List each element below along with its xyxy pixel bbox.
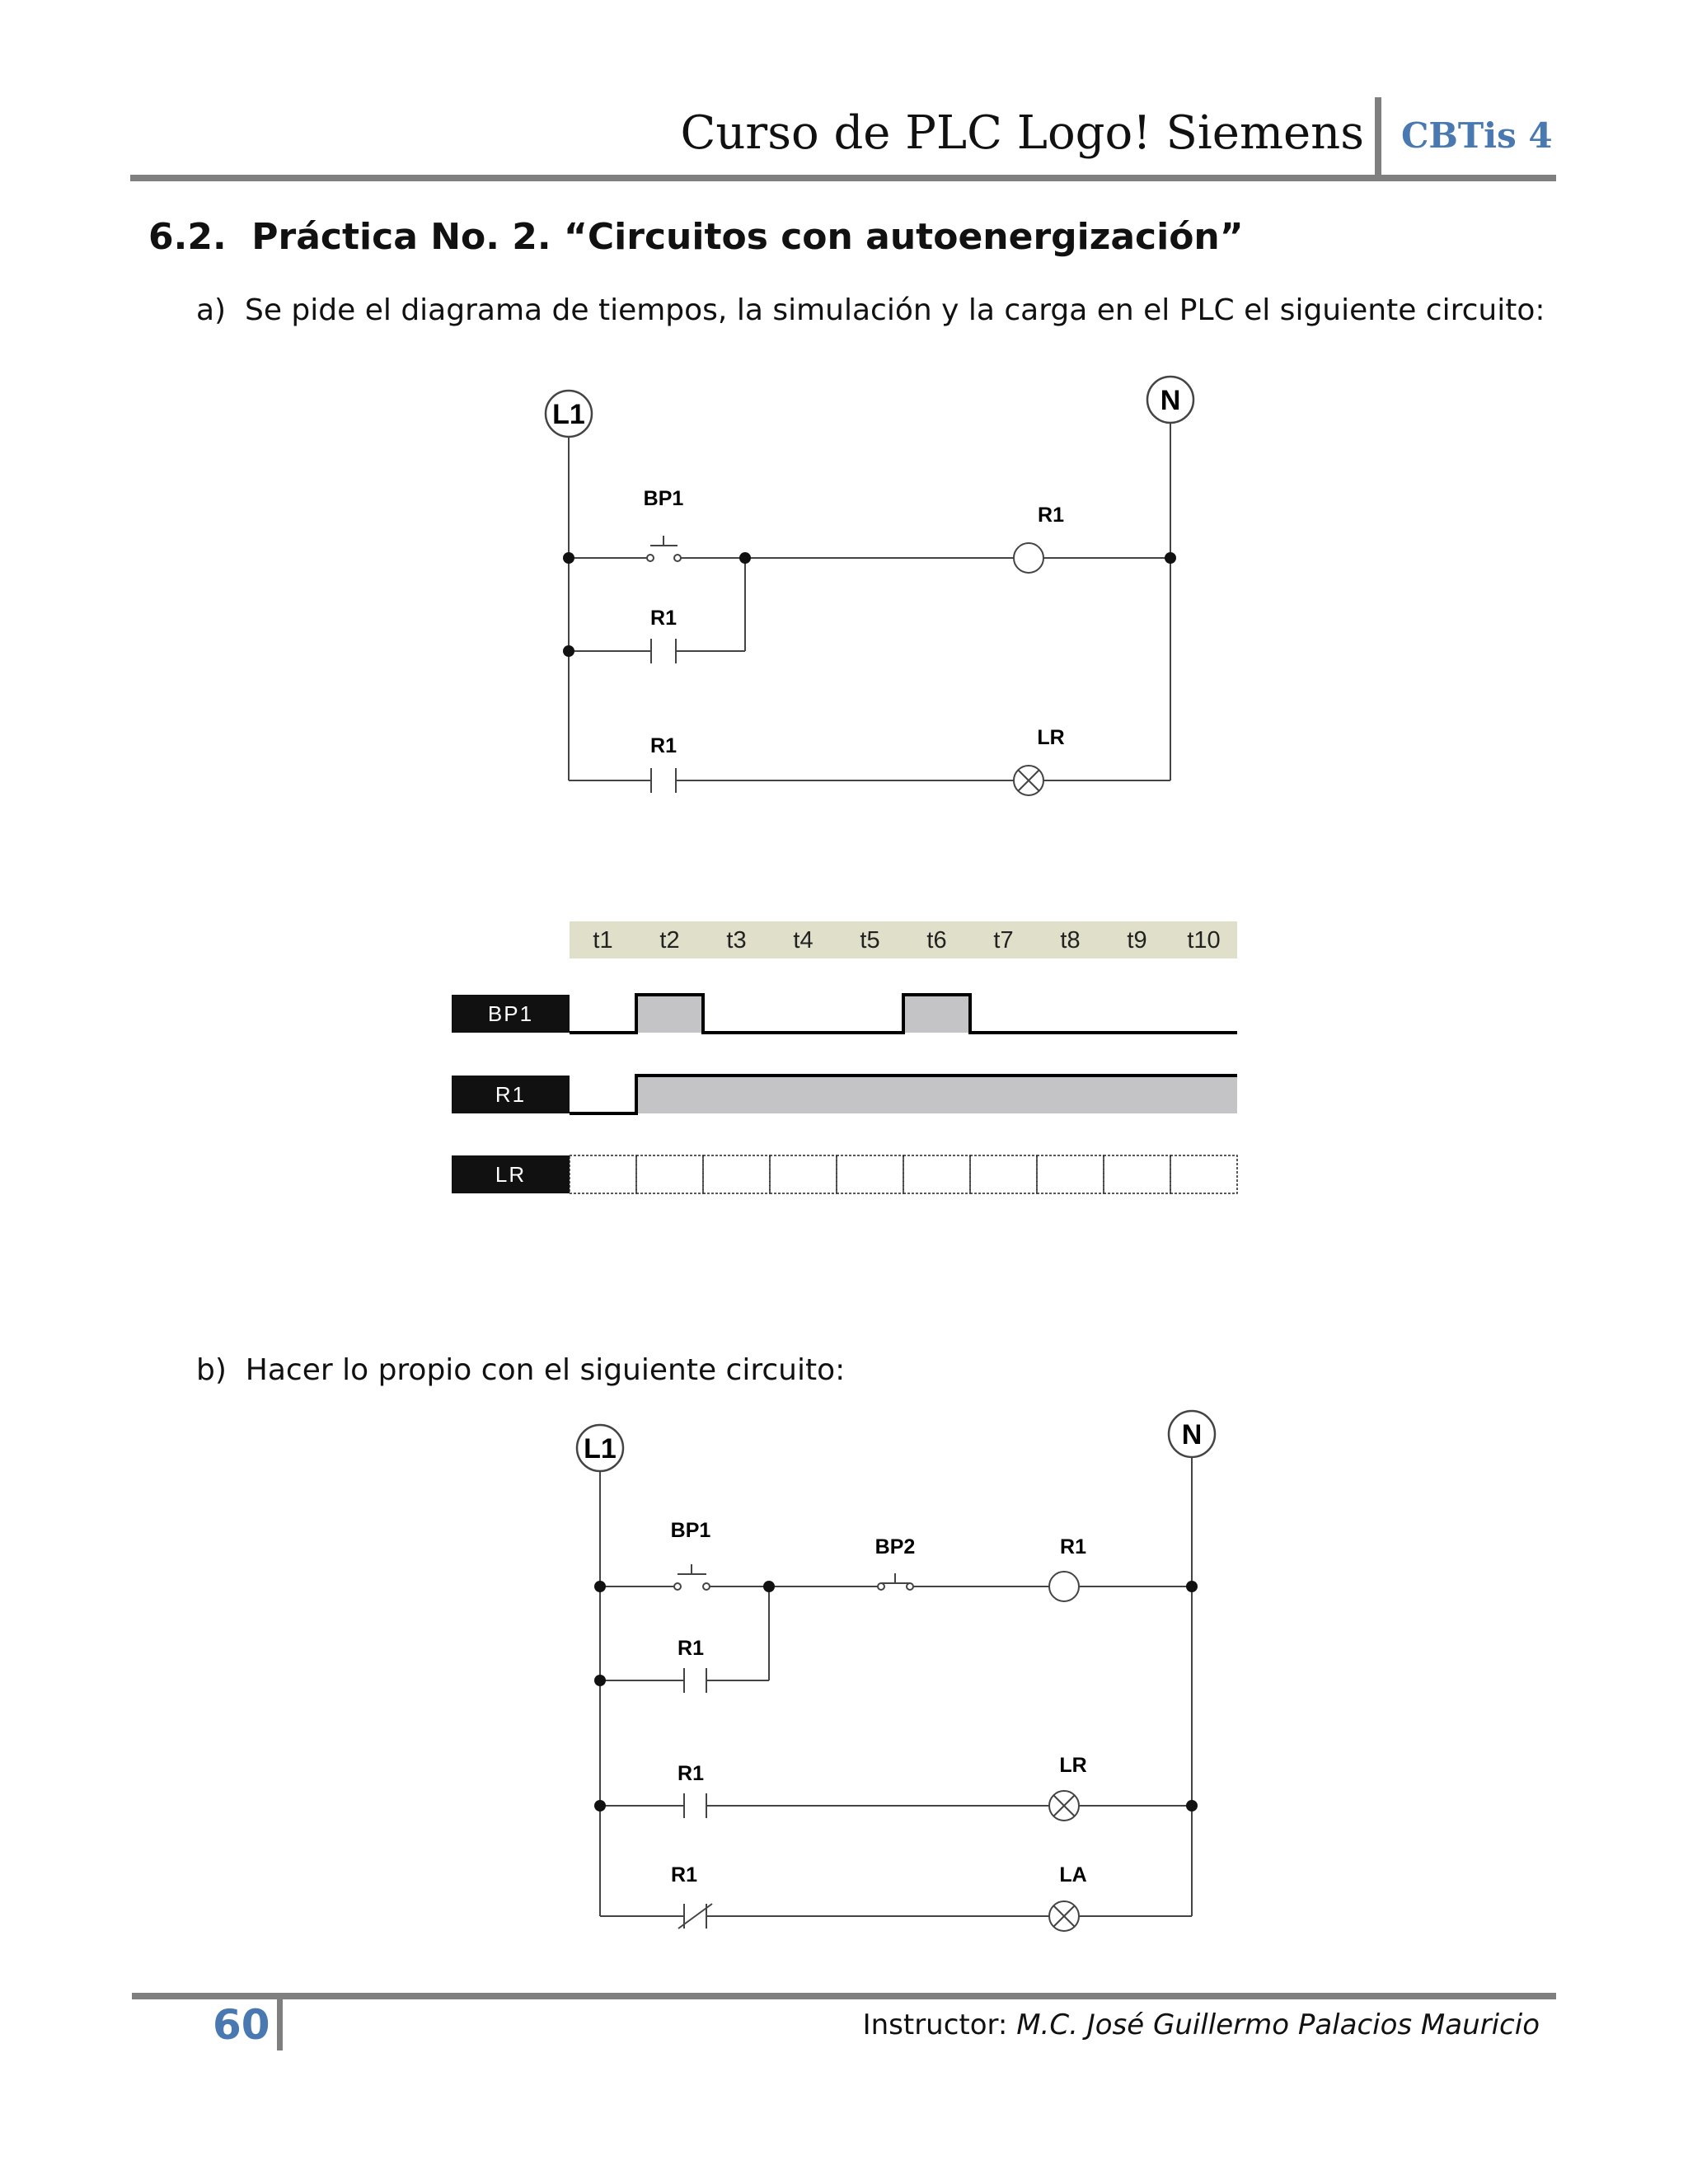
bp2-label: BP2 [874, 1535, 916, 1558]
line-l1-label: L1 [584, 1433, 617, 1465]
timing-high-cell [970, 1076, 1037, 1113]
r1-seal-label: R1 [678, 1637, 704, 1660]
timing-signal-label: BP1 [487, 1001, 534, 1026]
timing-empty-cell [636, 1155, 703, 1193]
bp1-label: BP1 [643, 487, 684, 510]
timing-col-label: t3 [726, 927, 747, 954]
page-header-title: Curso de PLC Logo! Siemens [680, 106, 1364, 160]
neutral-label: N [1181, 1419, 1203, 1451]
timing-col-label: t1 [593, 927, 613, 954]
neutral-label: N [1160, 385, 1181, 416]
footer-separator [277, 1993, 283, 2050]
r1-seal-label: R1 [650, 607, 677, 630]
header-school: CBTis 4 [1401, 115, 1553, 156]
timing-empty-cell [970, 1155, 1037, 1193]
timing-col-label: t9 [1127, 927, 1147, 954]
timing-high-cell [903, 995, 970, 1033]
timing-signal-label: R1 [495, 1082, 527, 1107]
page-number: 60 [213, 2001, 270, 2049]
instructor-label: Instructor: [862, 2008, 1017, 2041]
timing-empty-cell [1104, 1155, 1170, 1193]
footer-instructor [824, 2008, 1540, 2041]
r1-coil-label: R1 [1038, 504, 1064, 527]
timing-col-label: t8 [1060, 927, 1081, 954]
lr-label: LR [1037, 726, 1065, 749]
line-l1-label: L1 [552, 399, 585, 430]
timing-high-cell [703, 1076, 770, 1113]
timing-high-cell [636, 995, 703, 1033]
la-label: LA [1059, 1863, 1087, 1886]
timing-empty-cell [837, 1155, 903, 1193]
timing-high-cell [770, 1076, 837, 1113]
timing-col-label: t2 [659, 927, 680, 954]
section-heading: 6.2. Práctica No. 2. “Circuitos con autoenergización” [148, 216, 1244, 258]
timing-empty-cell [1170, 1155, 1237, 1193]
r1-lr-contact-label: R1 [678, 1762, 704, 1785]
lr-label: LR [1059, 1754, 1087, 1777]
timing-empty-cell [570, 1155, 636, 1193]
timing-col-label: t7 [993, 927, 1014, 954]
ladder-diagram-b [560, 1401, 1220, 1937]
r1-coil-label: R1 [1060, 1535, 1086, 1558]
header-rule [130, 175, 1556, 181]
timing-high-cell [636, 1076, 703, 1113]
timing-high-cell [1170, 1076, 1237, 1113]
r1-nc-contact-label: R1 [671, 1863, 697, 1886]
timing-col-label: t4 [793, 927, 814, 954]
item-b-text: b) Hacer lo propio con el siguiente circuito: [196, 1353, 846, 1387]
r1-contact-label: R1 [650, 734, 677, 757]
timing-empty-cell [1037, 1155, 1104, 1193]
timing-high-cell [903, 1076, 970, 1113]
timing-empty-cell [703, 1155, 770, 1193]
ladder-diagram-a [528, 371, 1220, 816]
timing-diagram [449, 919, 1240, 1199]
timing-high-cell [1037, 1076, 1104, 1113]
timing-signal-label: LR [495, 1162, 527, 1187]
timing-col-label: t6 [926, 927, 947, 954]
timing-high-cell [1104, 1076, 1170, 1113]
timing-high-cell [837, 1076, 903, 1113]
timing-col-label: t5 [860, 927, 880, 954]
timing-empty-cell [903, 1155, 970, 1193]
timing-empty-cell [770, 1155, 837, 1193]
header-separator [1375, 97, 1381, 180]
instructor-name: M.C. José Guillermo Palacios Mauricio [1016, 2008, 1540, 2041]
timing-col-label: t10 [1187, 927, 1221, 954]
bp1-label: BP1 [670, 1519, 711, 1542]
footer-rule [132, 1993, 1556, 1999]
item-a-text: a) Se pide el diagrama de tiempos, la simulación y la carga en el PLC el siguiente circuito: [196, 293, 1545, 327]
